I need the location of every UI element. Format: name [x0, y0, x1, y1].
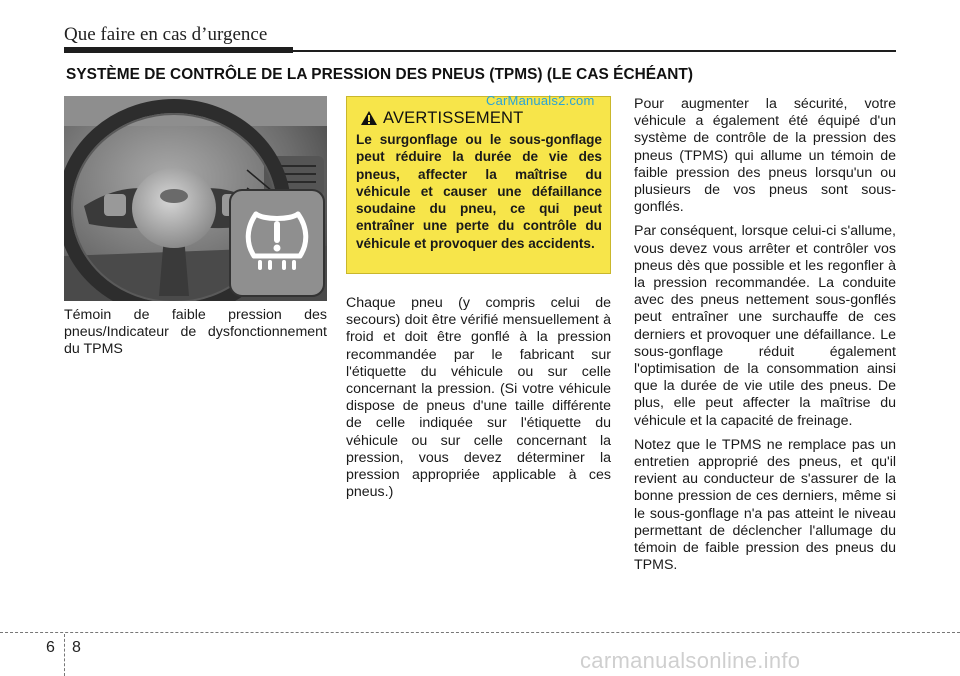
- paragraph: Notez que le TPMS ne remplace pas un entretien approprié des pneus, et qu'il revient au conducteur de s'assurer de la bonne pression de ces derniers, même si le sous-gonflage n'a pas atteint le niveau permettant de déclencher l'allumage du témoin de faible pression des pneus du TPMS.: [634, 436, 896, 574]
- warning-triangle-icon: [360, 110, 378, 126]
- footer-divider: [64, 634, 65, 676]
- warning-title: AVERTISSEMENT: [383, 109, 524, 127]
- watermark-link[interactable]: CarManuals2.com: [486, 93, 595, 108]
- tpms-warning-icon: [242, 200, 312, 280]
- paragraph: Chaque pneu (y compris celui de secours) doit être vérifié mensuellement à froid et doit être gonflé à la pression recommandée par le fabricant sur l'étiquette du véhicule ou sur celle concernant la pression. (Si votre véhicule dispose de pneus d'une taille différente de celle indiquée sur l'étiquette du véhicule ou sur celle concernant la pression, vous devez déterminer la pression appropriée applicable à ces pneus.): [346, 295, 611, 501]
- paragraph: Pour augmenter la sécurité, votre véhicule a également été équipé d'un système de contrôle de la pression des pneus (TPMS) qui allume un témoin de faible pression des pneus lorsqu'un ou plusieurs de vos pneus sont sous-gonflés.: [634, 96, 896, 216]
- chapter-title: Que faire en cas d’urgence: [64, 24, 268, 45]
- warning-text: Le surgonflage ou le sous-gonflage peut réduire la durée de vie des pneus, affecter la maîtrise du véhicule et causer une défaillance soudaine du pneu, ce qui peut entraîner une perte du contrôle du véhicule et provoquer des accidents.: [356, 132, 602, 251]
- body-column-3: [634, 96, 896, 581]
- warning-box: [346, 96, 611, 274]
- body-column-2: [346, 295, 611, 508]
- section-title: SYSTÈME DE CONTRÔLE DE LA PRESSION DES PNEUS (TPMS) (LE CAS ÉCHÉANT): [66, 66, 694, 83]
- paragraph: Par conséquent, lorsque celui-ci s'allume, vous devez vous arrêter et contrôler vos pneus dès que possible et les regonfler à la pression recommandée. La conduite avec des pneus nettement sous-gonflés peut entraîner une surchauffe de ces derniers et provoquer une défaillance. Le sous-gonflage réduit également l'optimisation de la consommation ainsi que la durée de vie utile des pneus. De plus, elle peut affecter la maîtrise du véhicule et la capacité de freinage.: [634, 223, 896, 429]
- site-watermark: carmanualsonline.info: [580, 648, 801, 673]
- dashboard-photo: [64, 96, 327, 301]
- footer-rule: [0, 632, 960, 633]
- header-rule-accent: [64, 47, 293, 53]
- chapter-number: 6: [46, 639, 55, 656]
- figure-caption: Témoin de faible pression des pneus/Indicateur de dysfonctionnement du TPMS: [64, 307, 327, 358]
- page-number: 8: [72, 639, 81, 656]
